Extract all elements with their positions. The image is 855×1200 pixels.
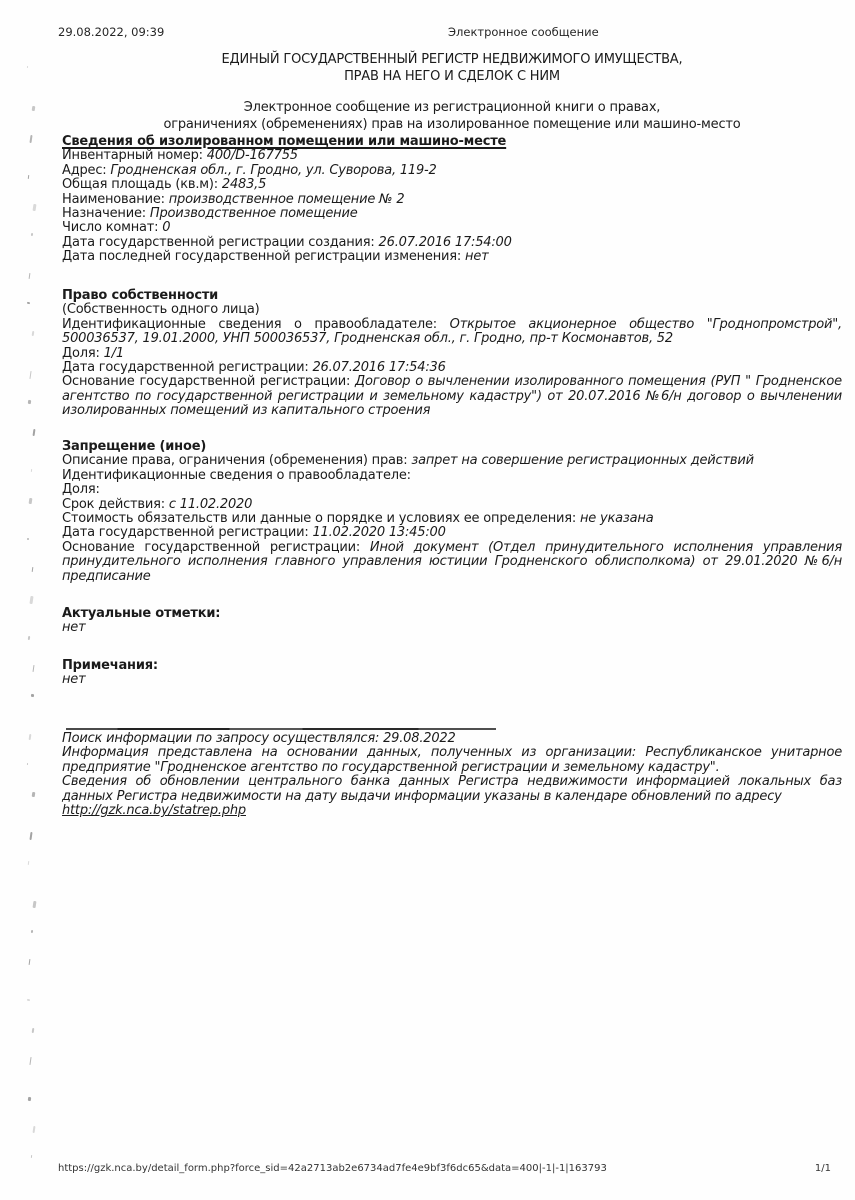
field-value: 11.02.2020 13:45:00 — [312, 525, 446, 541]
field-label: Идентификационные сведения о правообладателе: — [62, 467, 411, 483]
scan-artifact — [29, 371, 31, 379]
field-row — [62, 498, 842, 512]
field-label: Стоимость обязательств или данные о порядке и условиях ее определения: — [62, 511, 577, 527]
print-footer-page-number: 1/1 — [814, 1163, 831, 1174]
field-value: Договор о вычленении изолированного помещения (РУП " Гродненское агентство по государственной регистрации и земельному кадастру") от 20.07.2016 №6/н договор о вычленении изолированных помещений из капитального строения — [62, 374, 842, 419]
field-label: Описание права, ограничения (обременения) прав: — [62, 453, 408, 469]
section-marks-heading: Актуальные отметки: — [62, 606, 221, 621]
statrep-link[interactable]: http://gzk.nca.by/statrep.php — [62, 803, 246, 819]
footer-divider-line — [66, 728, 496, 730]
field-list — [62, 454, 842, 584]
print-timestamp: 29.08.2022, 09:39 — [58, 25, 165, 39]
field-label: Срок действия: — [62, 496, 165, 512]
field-value: 26.07.2016 17:54:00 — [378, 234, 512, 250]
scan-artifact — [27, 999, 30, 1001]
field-row — [62, 318, 842, 347]
scan-artifact — [27, 66, 28, 68]
scan-artifact — [31, 930, 33, 933]
field-list — [62, 318, 842, 419]
field-value: Открытое акционерное общество "Гроднопромстрой", 500036537, 19.01.2000, УНП 500036537, Гродненская обл., г. Гродно, пр-т Космонавтов, 52 — [62, 316, 842, 347]
scan-artifact — [31, 1155, 32, 1158]
scan-artifact — [29, 1057, 31, 1065]
field-value: с 11.02.2020 — [168, 496, 253, 512]
scan-artifact — [28, 175, 30, 179]
field-row — [62, 178, 842, 192]
field-label: Дата государственной регистрации создания: — [62, 234, 375, 250]
scan-artifact — [28, 1097, 32, 1101]
field-row — [62, 361, 842, 375]
section-notes-value: нет — [62, 672, 86, 688]
registry-title-line2: ПРАВ НА НЕГО И СДЕЛОК С НИМ — [344, 69, 560, 84]
scan-artifact — [27, 763, 28, 765]
print-footer-url: https://gzk.nca.by/detail_form.php?force_sid=42a2713ab2e6734ad7fe4e9bf3f6dc65&data=400|-1|-1|163793 — [58, 1163, 607, 1174]
registry-title — [62, 51, 842, 85]
scan-artifact — [33, 901, 37, 908]
scan-artifact — [32, 792, 36, 797]
footer-note — [62, 732, 842, 818]
field-label: Число комнат: — [62, 220, 159, 236]
field-label: Доля: — [62, 345, 100, 361]
section-ownership-subheading: (Собственность одного лица) — [62, 302, 260, 318]
field-label: Инвентарный номер: — [62, 148, 203, 164]
scan-artifact — [29, 135, 32, 143]
section-notes — [62, 659, 842, 688]
scan-artifact — [29, 734, 32, 740]
scan-artifact — [33, 1126, 36, 1133]
field-row — [62, 250, 842, 264]
field-label: Идентификационные сведения о правообладателе: — [62, 316, 437, 332]
scan-artifact — [31, 469, 32, 472]
section-marks — [62, 607, 842, 636]
field-label: Дата государственной регистрации: — [62, 360, 309, 376]
field-value: 1/1 — [103, 345, 124, 361]
print-header-title: Электронное сообщение — [448, 25, 599, 39]
section-premises — [62, 135, 842, 265]
scan-artifact — [29, 832, 32, 840]
field-label: Адрес: — [62, 162, 107, 178]
field-row — [62, 347, 842, 361]
message-subtitle-line1: Электронное сообщение из регистрационной книги о правах, — [243, 100, 661, 115]
field-value: производственное помещение № 2 — [168, 191, 405, 207]
scan-artifact — [32, 331, 35, 336]
scan-artifact — [27, 302, 30, 304]
field-label: Доля: — [62, 482, 100, 498]
field-row — [62, 454, 842, 468]
scan-artifact — [33, 429, 36, 436]
field-row — [62, 526, 842, 540]
message-subtitle — [62, 99, 842, 133]
scan-artifact — [27, 538, 29, 540]
field-row — [62, 193, 842, 207]
field-label: Дата государственной регистрации: — [62, 525, 309, 541]
section-ownership — [62, 289, 842, 419]
field-row — [62, 164, 842, 178]
scan-artifact — [29, 596, 33, 604]
footer-update-note: Сведения об обновлении центрального банка данных Регистра недвижимости информацией локальных баз данных Регистра недвижимости на дату выдачи информации указаны в календаре обновлений по адресу — [62, 774, 842, 804]
field-value: нет — [465, 249, 489, 265]
scan-artifact — [32, 1028, 35, 1033]
message-subtitle-line2: ограничениях (обременениях) прав на изолированное помещение или машино-место — [163, 117, 741, 132]
section-ownership-heading: Право собственности — [62, 288, 219, 303]
field-row — [62, 483, 842, 497]
section-prohibition — [62, 440, 842, 584]
scan-artifact — [31, 233, 33, 236]
field-row — [62, 512, 842, 526]
field-row — [62, 149, 842, 163]
scan-artifact — [28, 636, 31, 640]
field-value: 26.07.2016 17:54:36 — [312, 360, 446, 376]
field-value: 2483,5 — [221, 177, 267, 193]
field-row — [62, 236, 842, 250]
field-value: Иной документ (Отдел принудительного исполнения управления принудительного исполнения главного управления юстиции Гродненского облисполкома) от 29.01.2020 №6/н предписание — [62, 539, 843, 584]
field-value: 400/D-167755 — [206, 148, 298, 164]
section-marks-value: нет — [62, 620, 86, 636]
field-row — [62, 541, 842, 584]
field-label: Назначение: — [62, 206, 146, 222]
field-label: Основание государственной регистрации: — [62, 374, 351, 390]
scan-artifact — [33, 665, 35, 672]
field-row — [62, 375, 842, 418]
field-row — [62, 469, 842, 483]
scan-artifact — [29, 498, 33, 504]
field-label: Наименование: — [62, 191, 165, 207]
registry-title-line1: ЕДИНЫЙ ГОСУДАРСТВЕННЫЙ РЕГИСТР НЕДВИЖИМОГО ИМУЩЕСТВА, — [221, 52, 683, 67]
section-premises-heading: Сведения об изолированном помещении или машино-месте — [62, 134, 507, 149]
field-row — [62, 207, 842, 221]
scan-artifact — [29, 273, 31, 279]
field-label: Дата последней государственной регистрации изменения: — [62, 249, 462, 265]
section-notes-heading: Примечания: — [62, 658, 158, 673]
scan-noise — [0, 0, 50, 1200]
field-list — [62, 149, 842, 264]
field-value: 0 — [162, 220, 171, 236]
scan-artifact — [31, 694, 34, 697]
footer-search-line: Поиск информации по запросу осуществлялся: 29.08.2022 — [62, 731, 456, 746]
footer-link-row — [62, 804, 842, 818]
field-value: запрет на совершение регистрационных действий — [411, 453, 754, 469]
field-row — [62, 221, 842, 235]
scan-artifact — [29, 959, 31, 965]
field-value: не указана — [579, 511, 654, 527]
footer-info-source: Информация представлена на основании данных, полученных из организации: Республиканское унитарное предприятие "Гродненское агентство по государственной регистрации и земельному кадастру". — [62, 745, 842, 775]
scan-artifact — [33, 204, 37, 211]
scan-artifact — [28, 400, 32, 404]
field-value: Производственное помещение — [149, 206, 358, 222]
field-label: Основание государственной регистрации: — [62, 539, 361, 555]
scan-artifact — [28, 861, 30, 865]
scan-artifact — [32, 106, 36, 111]
scan-artifact — [32, 567, 34, 572]
field-label: Общая площадь (кв.м): — [62, 177, 218, 193]
field-value: Гродненская обл., г. Гродно, ул. Суворова, 119-2 — [110, 162, 437, 178]
section-prohibition-heading: Запрещение (иное) — [62, 439, 207, 454]
